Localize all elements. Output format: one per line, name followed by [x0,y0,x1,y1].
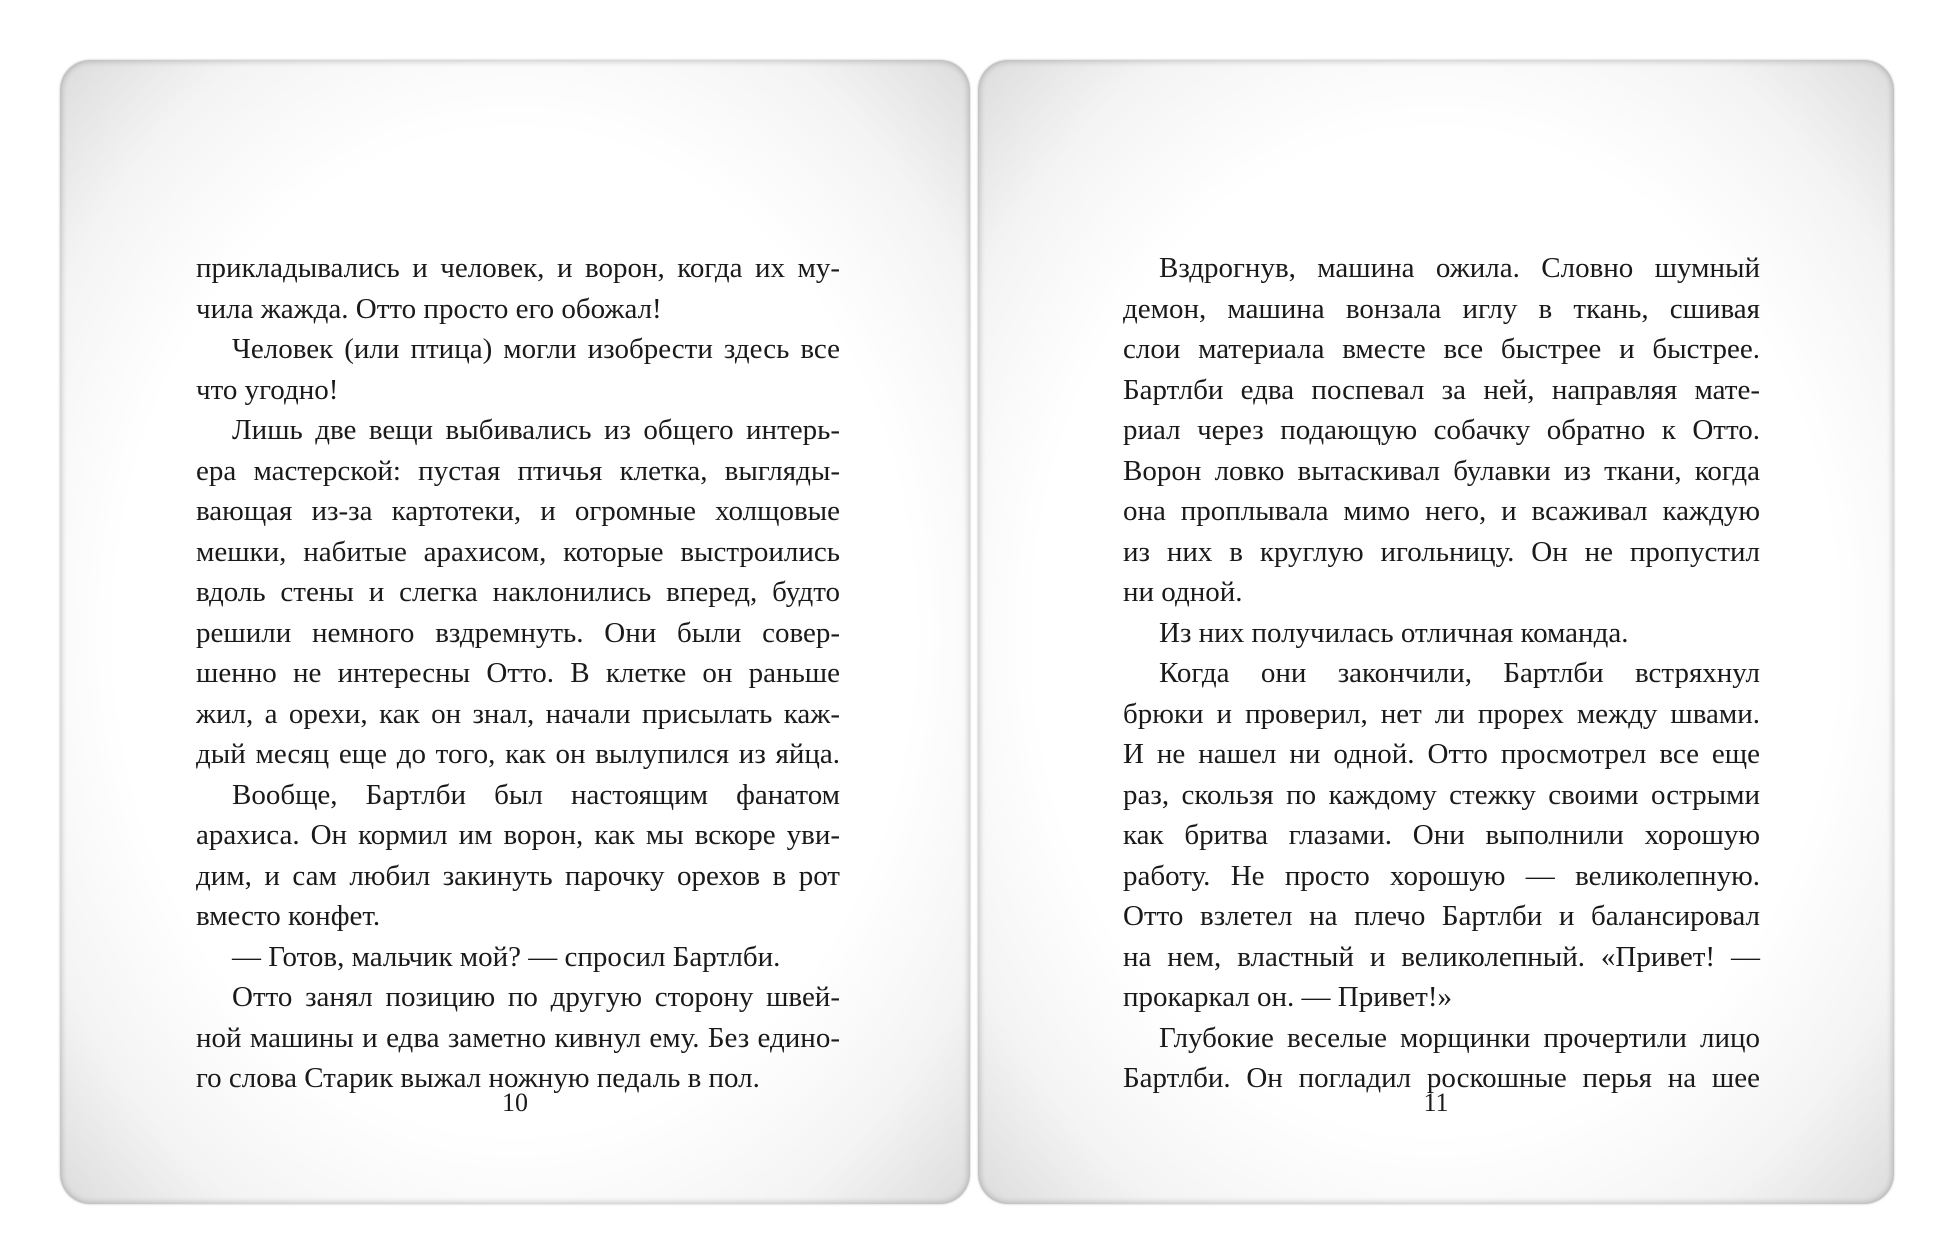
text-line: Бартлби. Он погладил роскошные перья на шее [1123,1062,1760,1094]
text-line: Человек (или птица) могли изобрести здесь все [232,333,840,365]
text-line: ера мастерской: пустая птичья клетка, выгляды- [196,454,840,487]
text-line: Лишь две вещи выбивались из общего интерь- [232,414,840,446]
text-line: брюки и проверил, нет ли прорех между швами. [1123,697,1760,730]
text-line: раз, скользя по каждому стежку своими острыми [1123,778,1760,811]
text-line: мешки, набитые арахисом, которые выстроились [196,535,840,568]
text-line: работу. Не просто хорошую — великолепную. [1123,859,1760,892]
text-line: го слова Старик выжал ножную педаль в пол. [196,1062,760,1094]
text-line: Глубокие веселые морщинки прочертили лицо [1159,1021,1760,1054]
text-line: вающая из-за картотеки, и огромные холщовые [196,495,840,527]
text-line: шенно не интересны Отто. В клетке он раньше [196,657,840,689]
text-line: Отто взлетел на плечо Бартлби и балансировал [1123,900,1760,932]
text-line: Вздрогнув, машина ожила. Словно шумный [1159,252,1760,284]
text-line: Вообще, Бартлби был настоящим фанатом [232,778,840,811]
left-page [60,60,970,1204]
text-line: Ворон ловко вытаскивал булавки из ткани, когда [1123,454,1760,487]
text-line: как бритва глазами. Они выполнили хорошую [1123,819,1760,851]
text-line: Отто занял позицию по другую сторону швей- [232,981,840,1013]
text-line: Когда они закончили, Бартлби встряхнул [1159,657,1760,689]
text-line: вдоль стены и слегка наклонились вперед, будто [196,576,840,608]
text-line: чила жажда. Отто просто его обожал! [196,292,662,325]
text-line: — Готов, мальчик мой? — спросил Бартлби. [232,940,781,973]
page-text [1123,248,1760,1099]
text-line: дим, и сам любил закинуть парочку орехов в рот [196,859,840,892]
text-line: прокаркал он. — Привет!» [1123,981,1452,1013]
text-line: Бартлби едва поспевал за ней, направляя мате- [1123,373,1760,406]
text-line: слои материала вместе все быстрее и быстрее. [1123,333,1760,365]
text-line: прикладывались и человек, и ворон, когда их му- [196,252,840,284]
text-line: на нем, властный и великолепный. «Привет! — [1123,940,1760,973]
text-line: она проплывала мимо него, и всаживал каждую [1123,495,1760,527]
text-line: вместо конфет. [196,900,381,932]
text-line: демон, машина вонзала иглу в ткань, сшивая [1123,292,1760,325]
text-line: ной машины и едва заметно кивнул ему. Без едино- [196,1021,840,1054]
text-line: жил, а орехи, как он знал, начали присылать каж- [196,697,840,730]
text-line: что угодно! [196,373,339,406]
page-number: 10 [502,1088,528,1117]
text-line: И не нашел ни одной. Отто просмотрел все еще [1123,738,1760,770]
text-line: из них в круглую игольницу. Он не пропустил [1123,535,1760,568]
text-line: арахиса. Он кормил им ворон, как мы вскоре уви- [196,819,840,851]
page-number: 11 [1423,1088,1449,1117]
text-line: решили немного вздремнуть. Они были совер- [196,616,840,649]
text-line: дый месяц еще до того, как он вылупился из яйца. [196,738,840,770]
right-page [978,60,1894,1204]
text-line: риал через подающую собачку обратно к Отто. [1123,414,1760,446]
page-text [196,248,840,1099]
text-line: Из них получилась отличная команда. [1159,616,1629,649]
text-line: ни одной. [1123,576,1243,608]
